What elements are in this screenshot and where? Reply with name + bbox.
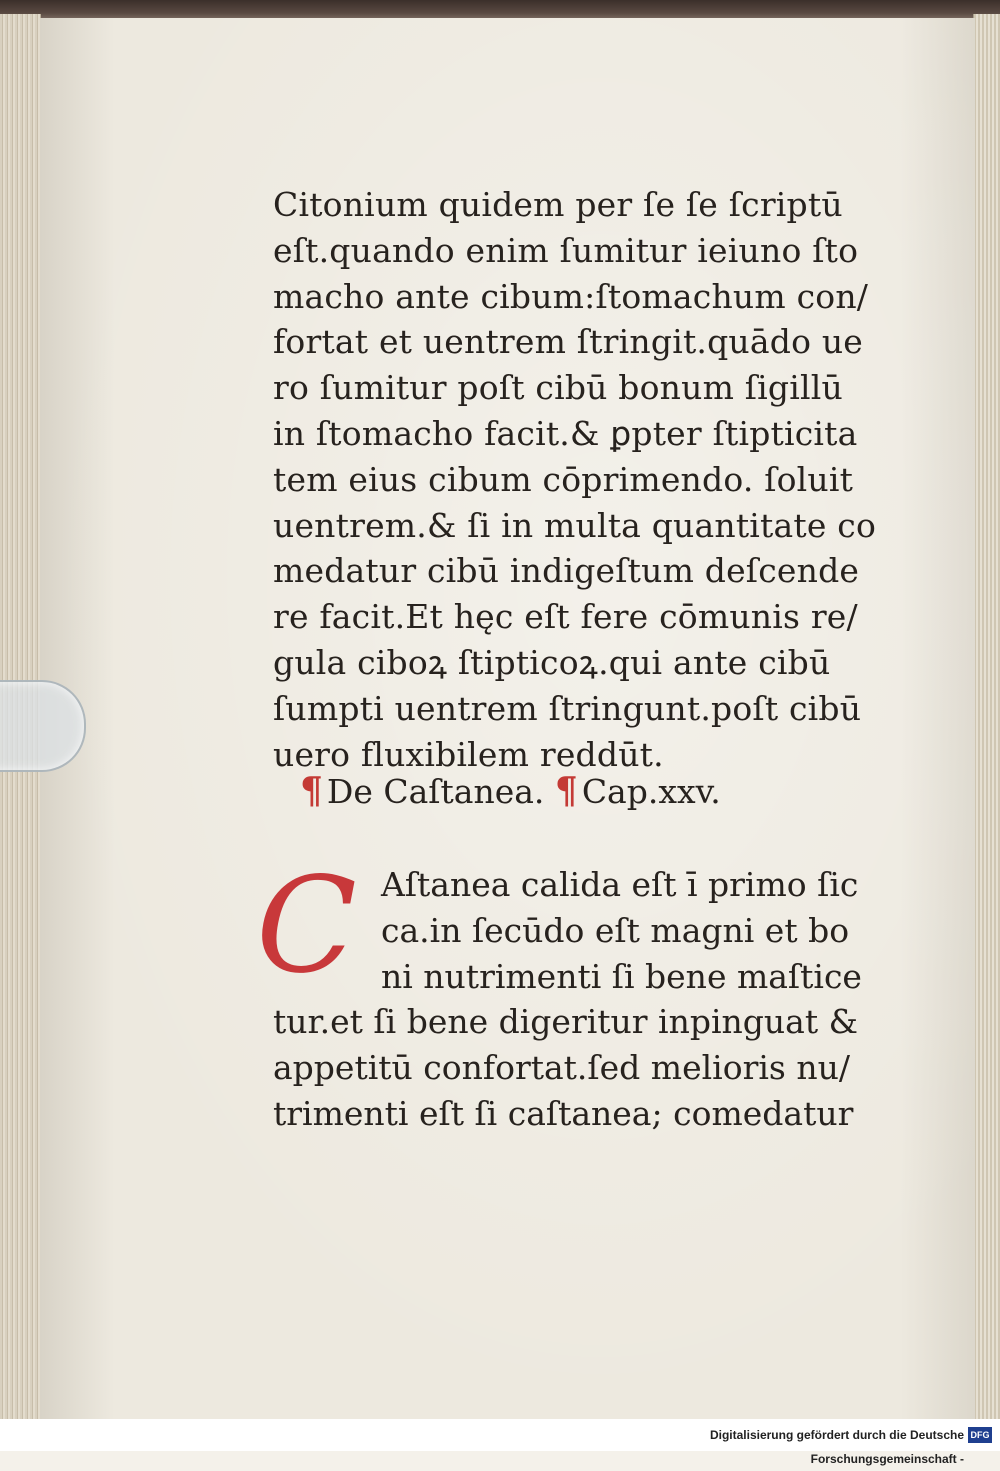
rubricated-initial: C (256, 849, 357, 1003)
digitization-credit (596, 1423, 996, 1466)
text-line: trimenti eſt ſi caſtanea; comedatur (273, 1093, 854, 1133)
chapter-number: Cap.xxv. (581, 772, 721, 811)
text-line: ſumpti uentrem ſtringunt.poſt cibū (273, 688, 862, 728)
text-line: Citonium quidem per ſe ſe ſcriptū (273, 185, 843, 224)
text-line: appetitū confortat.ſed melioris nu/ (273, 1048, 850, 1088)
text-line: macho ante cibum:ſtomachum con/ (273, 276, 869, 316)
pilcrow-icon: ¶ (300, 770, 323, 812)
dfg-logo: DFG (968, 1427, 992, 1443)
text-line: ni nutrimenti ſi bene maſtice (381, 956, 862, 996)
text-line: uero fluxibilem reddūt. (273, 734, 664, 774)
text-line: uentrem.& ſi in multa quantitate co (273, 505, 877, 545)
text-line: gula ciboꝝ ſtipticoꝝ.qui ante cibū (273, 642, 831, 682)
text-line: tur.et ſi bene digeritur inpinguat & (273, 1002, 858, 1042)
text-line: Aſtanea calida eſt ī primo ſic (381, 865, 859, 904)
main-text-block (273, 182, 877, 777)
pilcrow-icon: ¶ (554, 770, 578, 812)
credit-text: Digitalisierung gefördert durch die Deutsche Forschungsgemeinschaft - (709, 1428, 964, 1466)
text-line: medatur cibū indigeſtum deſcende (273, 551, 860, 591)
text-line: ro ſumitur poſt cibū bonum ſigillū (273, 368, 843, 408)
chapter-text-block (273, 862, 863, 1137)
chapter-heading (300, 770, 721, 812)
text-line: tem eius cibum cōprimendo. ſoluit (273, 459, 854, 499)
text-line: re facit.Et hęc eſt fere cōmunis re/ (273, 597, 858, 637)
text-line: in ſtomacho facit.& ꝑpter ſtipticita (273, 413, 858, 453)
page-clip (0, 680, 86, 772)
right-page-edges (973, 14, 1000, 1424)
text-line: ca.in ſecūdo eſt magni et bo (381, 910, 850, 950)
text-line: eſt.quando enim ſumitur ieiuno ſto (273, 230, 859, 270)
chapter-title: De Caſtanea. (326, 772, 545, 811)
text-line: fortat et uentrem ſtringit.quādo ue (273, 322, 864, 362)
